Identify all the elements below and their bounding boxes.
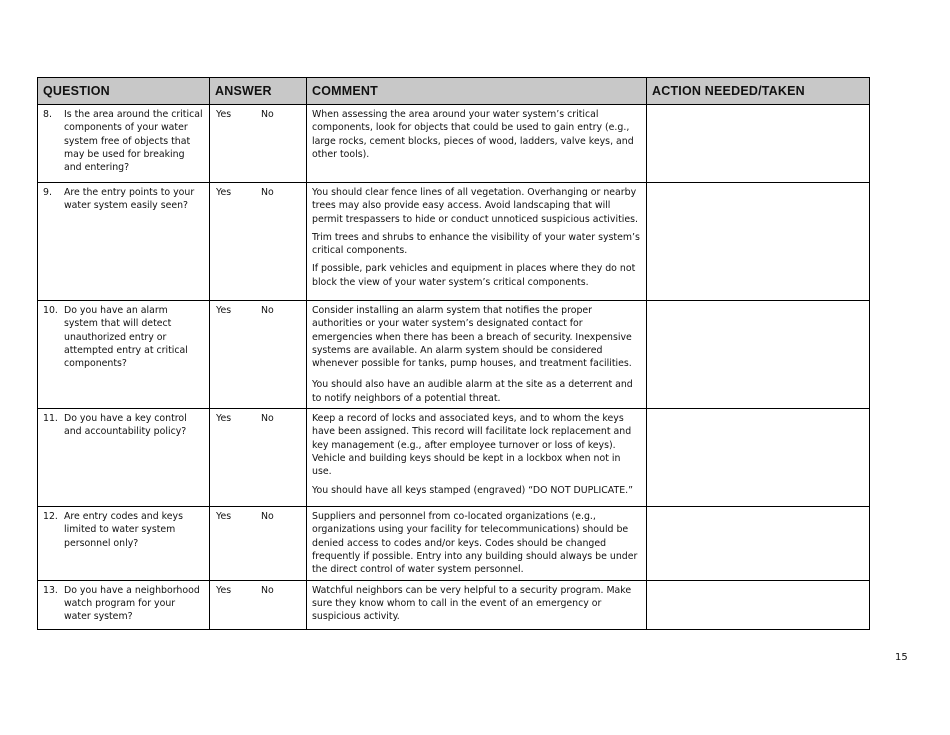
answer-cell [210,507,307,580]
answer-yes[interactable]: Yes [216,305,232,316]
table-row [38,301,870,409]
header-row [38,78,870,105]
action-cell[interactable] [647,183,870,301]
action-cell[interactable] [647,105,870,183]
answer-cell [210,105,307,183]
table-row [38,183,870,301]
comment-paragraph: Keep a record of locks and associated keys, and to whom the keys have been assigned. This record will facilitate lock replacement and key management (e.g., after employee turnover or loss of keys). Vehicle and building keys should be kept in a lockbox when not in use. [312,413,632,478]
page-number: 15 [895,652,908,663]
action-cell[interactable] [647,507,870,580]
header-answer: ANSWER [210,78,307,105]
question-number: 11. [43,413,58,425]
comment-paragraph: Suppliers and personnel from co-located organizations (e.g., organizations using your facility for telecommunications) should be denied access to codes and/or keys. Codes should be changed frequently if possible. Entry into any building should always be under the direct control of water system personnel. [312,511,638,576]
table-row [38,507,870,580]
comment-cell [307,301,647,409]
answer-no[interactable]: No [261,305,274,316]
comment-cell [307,580,647,629]
comment-cell [307,183,647,301]
action-cell[interactable] [647,301,870,409]
action-cell[interactable] [647,580,870,629]
comment-paragraph: You should have all keys stamped (engraved) “DO NOT DUPLICATE.” [312,484,633,496]
comment-cell [307,507,647,580]
question-text: Do you have a key control and accountability policy? [64,413,187,438]
question-cell [38,580,210,629]
question-number: 8. [43,109,52,120]
answer-no[interactable]: No [261,413,274,425]
answer-yes[interactable]: Yes [216,584,232,596]
answer-cell [210,301,307,409]
answer-yes[interactable]: Yes [216,187,232,198]
comment-paragraph: Consider installing an alarm system that notifies the proper authorities or your water system’s designated contact for emergencies when there has been a breach of security. Inexpensive systems are available. An alarm system should be considered whenever possible for tanks, pump houses, and treatment facilities. [312,305,632,370]
question-number: 13. [43,584,58,596]
answer-yes[interactable]: Yes [216,511,232,523]
question-cell [38,409,210,507]
question-cell [38,301,210,409]
question-number: 9. [43,187,52,198]
comment-paragraph: Watchful neighbors can be very helpful to a security program. Make sure they know whom to call in the event of an emergency or suspicious activity. [312,584,632,623]
table-row [38,105,870,183]
comment-paragraph: When assessing the area around your water system’s critical components, look for objects that could be used to gain entry (e.g., large rocks, cement blocks, pieces of wood, ladders, valve keys, and other tools). [312,109,634,160]
header-question: QUESTION [38,78,210,105]
answer-yes[interactable]: Yes [216,413,232,425]
answer-cell [210,409,307,507]
question-text: Are the entry points to your water system easily seen? [64,187,195,212]
question-cell [38,105,210,183]
answer-cell [210,183,307,301]
question-text: Is the area around the critical components of your water system free of objects that may be used for breaking and entering? [64,109,203,174]
header-action: ACTION NEEDED/TAKEN [647,78,870,105]
answer-no[interactable]: No [261,511,274,523]
header-comment: COMMENT [307,78,647,105]
question-number: 10. [43,305,58,316]
comment-paragraph: You should clear fence lines of all vegetation. Overhanging or nearby trees may also provide easy access. Avoid landscaping that will permit trespassers to hide or conduct unnoticed suspicious activities. [312,187,638,225]
comment-paragraph: Trim trees and shrubs to enhance the visibility of your water system’s critical components. [312,231,640,257]
comment-paragraph: If possible, park vehicles and equipment in places where they do not block the view of your water system’s critical components. [312,263,636,288]
question-cell [38,507,210,580]
question-text: Are entry codes and keys limited to water system personnel only? [64,511,183,549]
question-text: Do you have a neighborhood watch program for your water system? [64,584,200,623]
checklist-sheet [37,77,869,630]
answer-yes[interactable]: Yes [216,109,232,120]
comment-cell [307,409,647,507]
comment-paragraph: You should also have an audible alarm at the site as a deterrent and to notify neighbors of a potential threat. [312,379,633,404]
answer-no[interactable]: No [261,109,274,120]
action-cell[interactable] [647,409,870,507]
table-row [38,580,870,629]
security-checklist-table [37,77,870,630]
answer-cell [210,580,307,629]
question-cell [38,183,210,301]
table-row [38,409,870,507]
answer-no[interactable]: No [261,187,274,198]
answer-no[interactable]: No [261,584,274,596]
question-text: Do you have an alarm system that will detect unauthorized entry or attempted entry at critical components? [64,305,188,370]
comment-cell [307,105,647,183]
question-number: 12. [43,511,58,523]
